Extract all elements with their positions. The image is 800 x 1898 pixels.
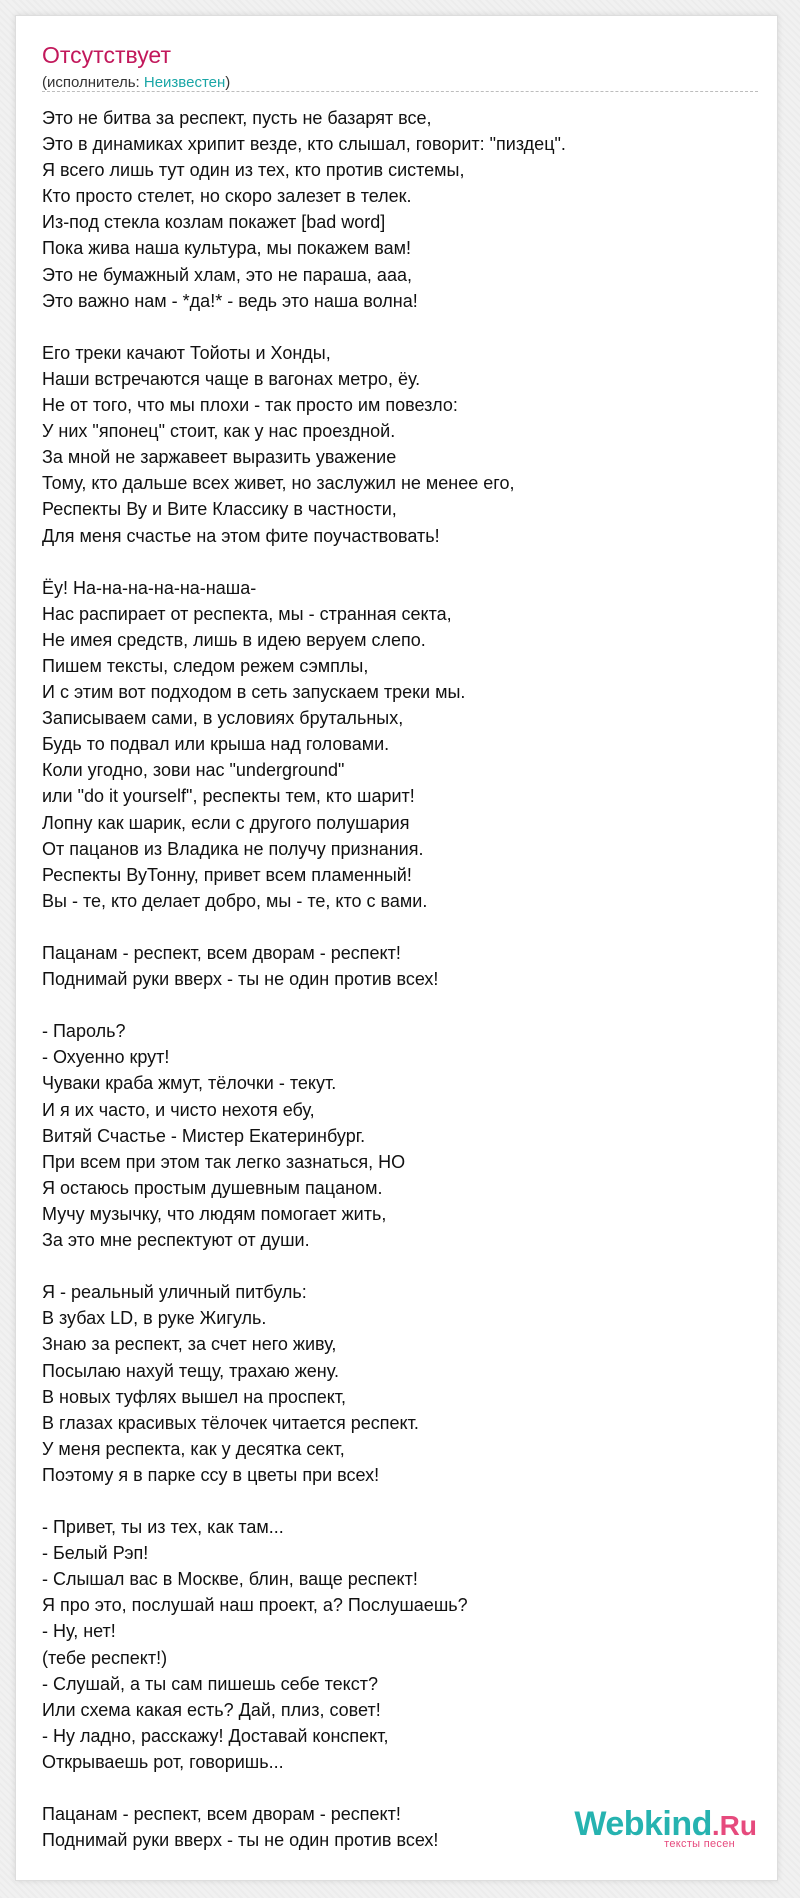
performer-suffix: ) (225, 74, 231, 91)
lyrics-card (15, 15, 778, 1881)
lyrics-text: Это не битва за респект, пусть не базарят все, Это в динамиках хрипит везде, кто слышал, говорит: "пиздец". Я всего лишь тут один из тех, кто против системы, Кто просто стелет, но скоро залезет в телек. Из-под стекла козлам покажет [bad word] Пока жива наша культура, мы покажем вам! Это не бумажный хлам, это не параша, ааа, Это важно нам - *да!* - ведь это наша волна! Его треки качают Тойоты и Хонды, Наши встречаются чаще в вагонах метро, ёу. Не от того, что мы плохи - так просто им повезло: У них "японец" стоит, как у нас проездной. За мной не заржавеет выразить уважение Тому, кто дальше всех живет, но заслужил не менее его, Респекты Ву и Вите Классику в частности, Для меня счастье на этом фите поучаствовать! Ёу! На-на-на-на-на-наша- Нас распирает от респекта, мы - странная секта, Не имея средств, лишь в идею веруем слепо. Пишем тексты, следом режем сэмплы, И с этим вот подходом в сеть запускаем треки мы. Записываем сами, в условиях брутальных, Будь то подвал или крыша над головами. Коли угодно, зови нас "underground" или "do it yourself", респекты тем, кто шарит! Лопну как шарик, если с другого полушария От пацанов из Владика не получу признания. Респекты ВуТонну, привет всем пламенный! Вы - те, кто делает добро, мы - те, кто с вами. Пацанам - респект, всем дворам - респект! Поднимай руки вверх - ты не один против всех! - Пароль? - Охуенно крут! Чуваки краба жмут, тёлочки - текут. И я их часто, и чисто нехотя ебу, Витяй Счастье - Мистер Екатеринбург. При всем при этом так легко зазнаться, НО Я остаюсь простым душевным пацаном. Мучу музычку, что людям помогает жить, За это мне респектуют от души. Я - реальный уличный питбуль: В зубах LD, в руке Жигуль. Знаю за респект, за счет него живу, Посылаю нахуй тещу, трахаю жену. В новых туфлях вышел на проспект, В глазах красивых тёлочек читается респект. У меня респекта, как у десятка сект, Поэтому я в парке ссу в цветы при всех! - Привет, ты из тех, как там... - Белый Рэп! - Слышал вас в Москве, блин, ваще респект! Я про это, послушай наш проект, а? Послушаешь? - Ну, нет! (тебе респект!) - Слушай, а ты сам пишешь себе текст? Или схема какая есть? Дай, плиз, совет! - Ну ладно, расскажу! Доставай конспект, Открываешь рот, говоришь... Пацанам - респект, всем дворам - респект! Поднимай руки вверх - ты не один против всех! (42, 108, 566, 1851)
divider (42, 91, 758, 92)
song-title: Отсутствует (42, 42, 171, 68)
performer-prefix: (исполнитель: (42, 74, 144, 91)
site-logo[interactable] (574, 1807, 757, 1850)
logo-tagline: тексты песен (664, 1838, 735, 1850)
performer-link[interactable]: Неизвестен (143, 74, 226, 91)
performer-line (42, 74, 230, 91)
logo-domain: .Ru (711, 1810, 757, 1841)
logo-name: Webkind (574, 1805, 712, 1843)
